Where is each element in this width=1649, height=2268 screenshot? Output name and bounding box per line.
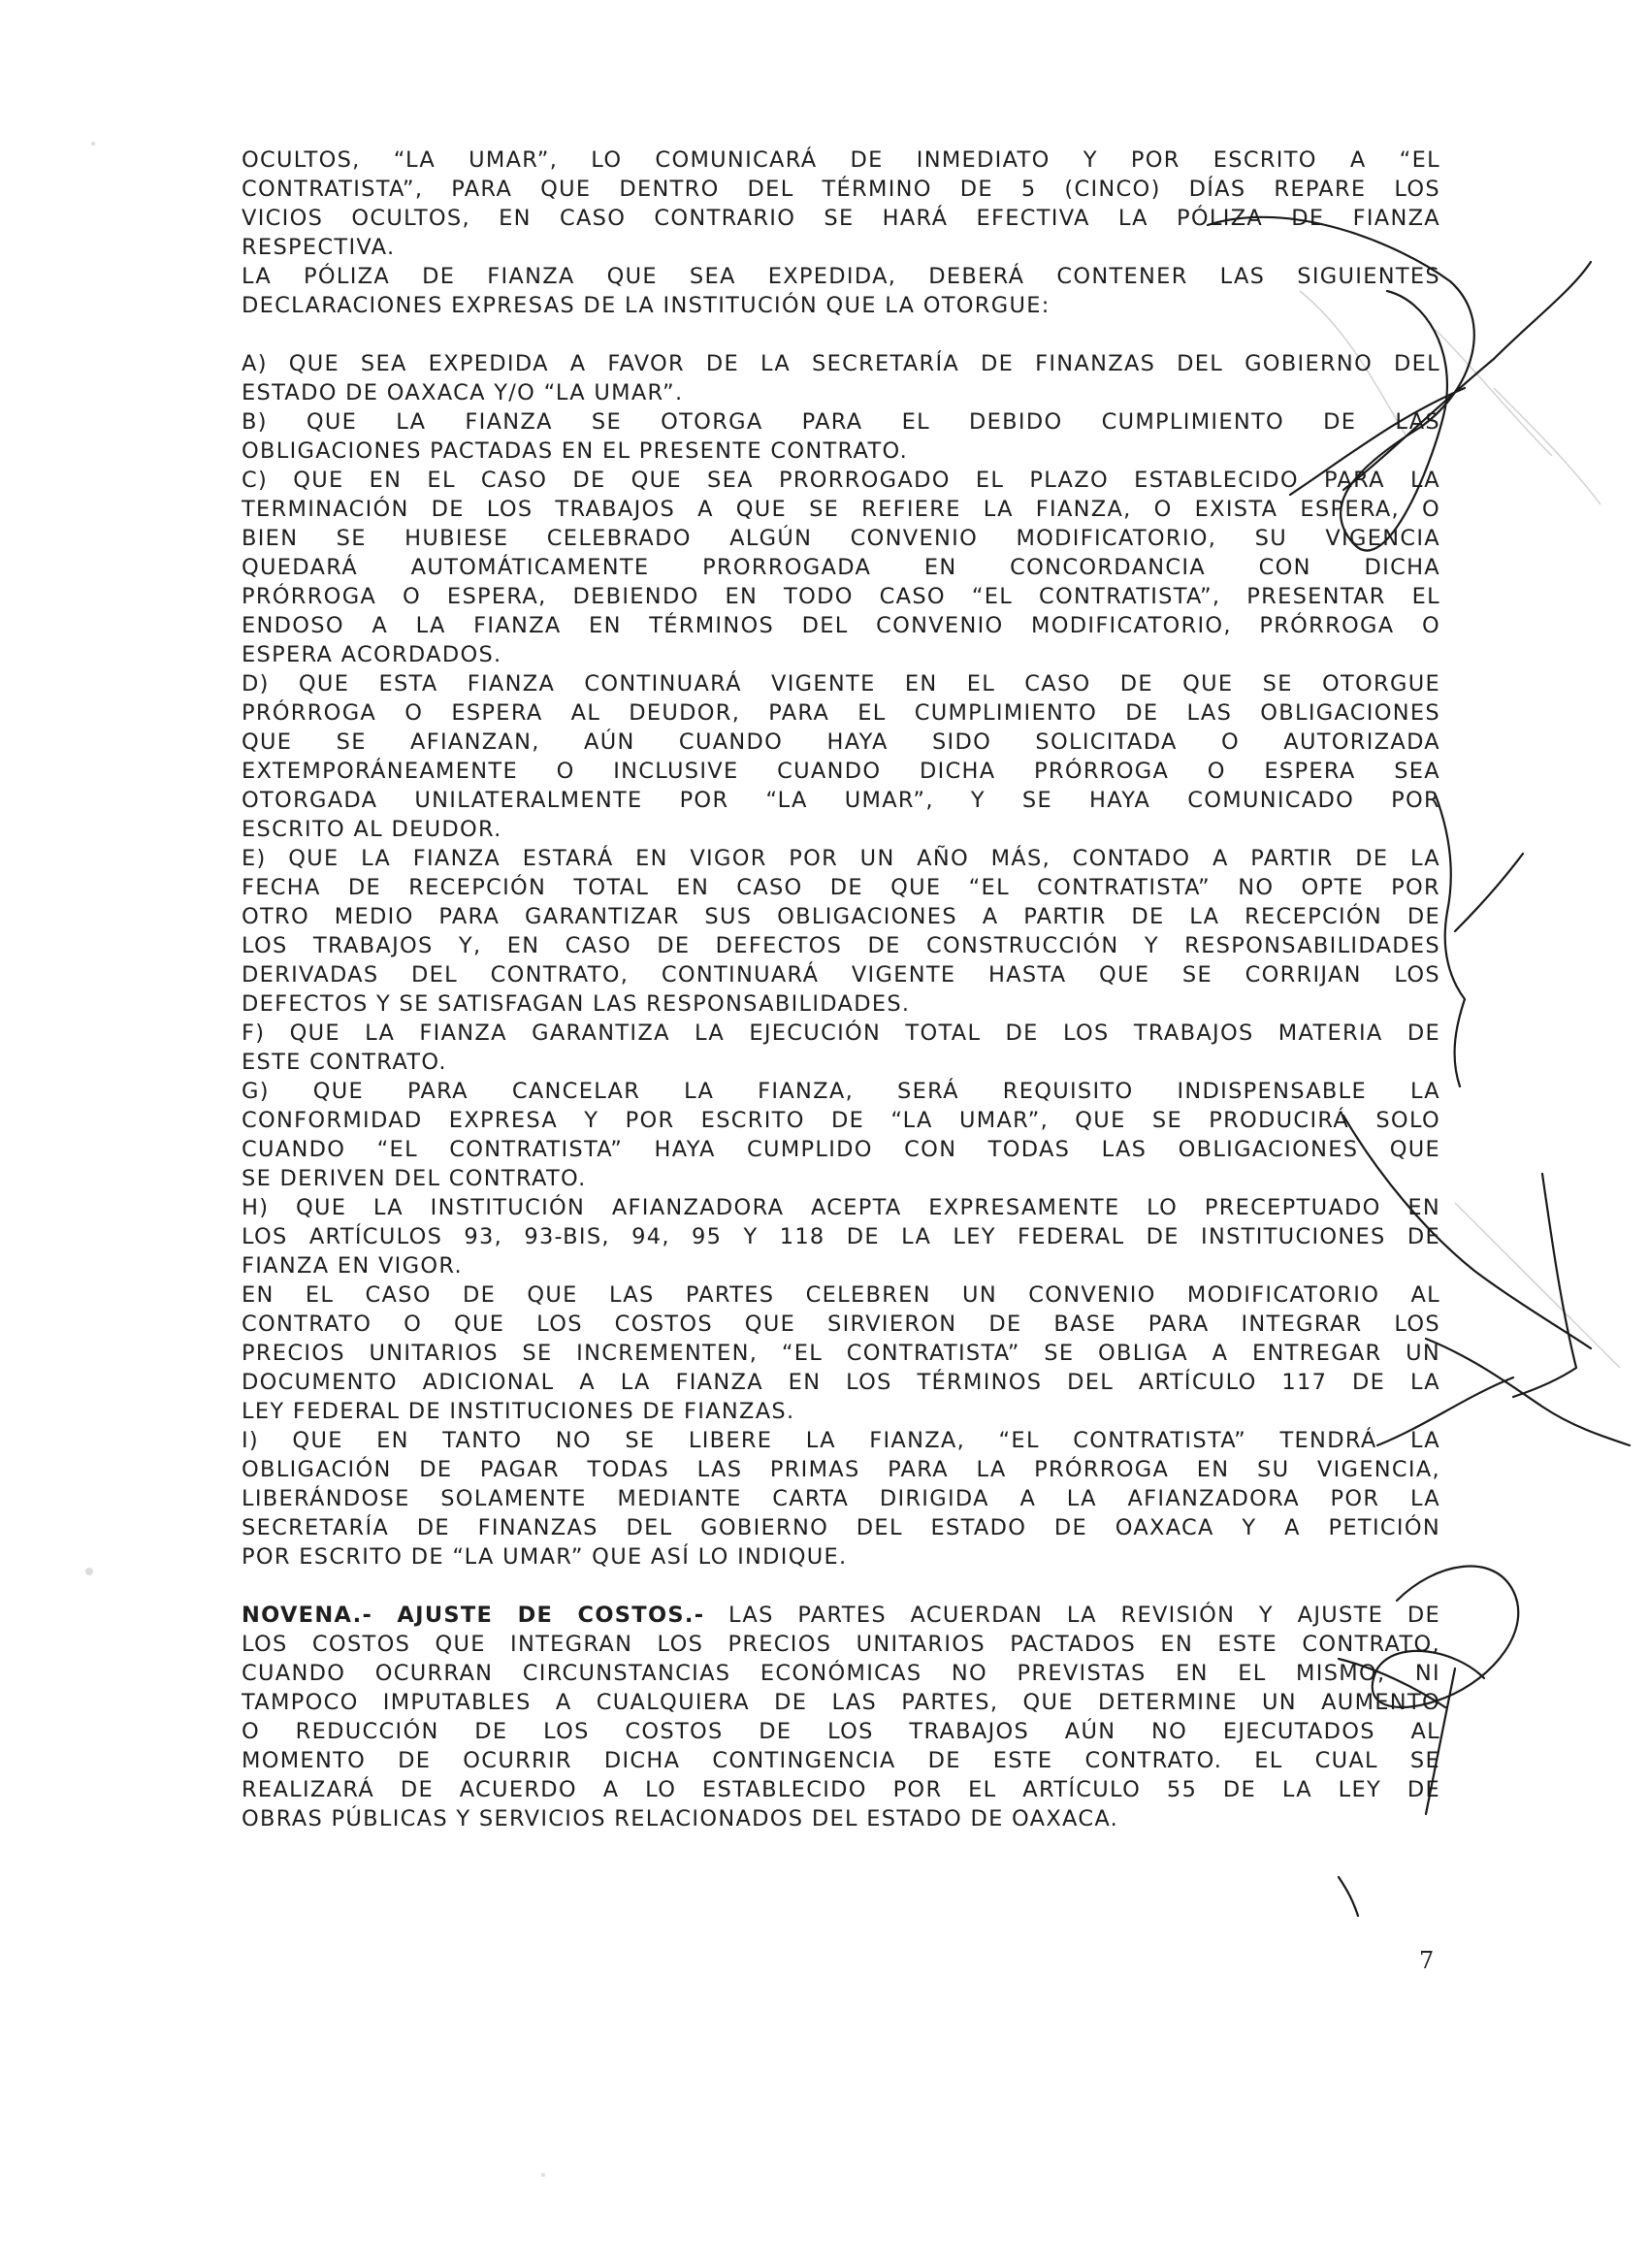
text-line: VICIOS OCULTOS, EN CASO CONTRARIO SE HARÁ EFECTIVA LA PÓLIZA DE FIANZA xyxy=(242,206,1440,231)
paragraph-p6 xyxy=(242,669,1440,844)
text-line: F) QUE LA FIANZA GARANTIZA LA EJECUCIÓN TOTAL DE LOS TRABAJOS MATERIA DE xyxy=(242,1021,1440,1046)
text-line: LOS TRABAJOS Y, EN CASO DE DEFECTOS DE CONSTRUCCIÓN Y RESPONSABILIDADES xyxy=(242,933,1440,958)
text-line: CUANDO OCURRAN CIRCUNSTANCIAS ECONÓMICAS NO PREVISTAS EN EL MISMO, NI xyxy=(242,1661,1440,1686)
text-line: DOCUMENTO ADICIONAL A LA FIANZA EN LOS TÉRMINOS DEL ARTÍCULO 117 DE LA xyxy=(242,1370,1440,1395)
text-line: CONTRATISTA”, PARA QUE DENTRO DEL TÉRMINO DE 5 (CINCO) DÍAS REPARE LOS xyxy=(242,177,1440,202)
text-line: ESPERA ACORDADOS. xyxy=(242,642,502,667)
paragraph-p11 xyxy=(242,1280,1440,1426)
text-line xyxy=(242,1601,1440,1630)
text-line: H) QUE LA INSTITUCIÓN AFIANZADORA ACEPTA EXPRESAMENTE LO PRECEPTUADO EN xyxy=(242,1195,1440,1220)
text-line: QUE SE AFIANZAN, AÚN CUANDO HAYA SIDO SOLICITADA O AUTORIZADA xyxy=(242,729,1440,755)
text-line: TERMINACIÓN DE LOS TRABAJOS A QUE SE REFIERE LA FIANZA, O EXISTA ESPERA, O xyxy=(242,497,1440,522)
paragraph-gap xyxy=(242,320,1440,349)
text-line: A) QUE SEA EXPEDIDA A FAVOR DE LA SECRETARÍA DE FINANZAS DEL GOBIERNO DEL xyxy=(242,351,1440,376)
paragraph-gap xyxy=(242,1571,1440,1601)
text-line: E) QUE LA FIANZA ESTARÁ EN VIGOR POR UN AÑO MÁS, CONTADO A PARTIR DE LA xyxy=(242,846,1440,871)
text-line: DECLARACIONES EXPRESAS DE LA INSTITUCIÓN QUE LA OTORGUE: xyxy=(242,293,1051,318)
text-line: PRECIOS UNITARIOS SE INCREMENTEN, “EL CONTRATISTA” SE OBLIGA A ENTREGAR UN xyxy=(242,1341,1440,1366)
paragraph-p7 xyxy=(242,844,1440,1019)
text-line: LA PÓLIZA DE FIANZA QUE SEA EXPEDIDA, DEBERÁ CONTENER LAS SIGUIENTES xyxy=(242,264,1440,289)
paragraph-p1 xyxy=(242,146,1440,262)
text-line: CONFORMIDAD EXPRESA Y POR ESCRITO DE “LA UMAR”, QUE SE PRODUCIRÁ SOLO xyxy=(242,1108,1440,1133)
paragraph-p12 xyxy=(242,1426,1440,1571)
text-line: G) QUE PARA CANCELAR LA FIANZA, SERÁ REQUISITO INDISPENSABLE LA xyxy=(242,1079,1440,1104)
paragraph-p2 xyxy=(242,262,1440,320)
text-line: PRÓRROGA O ESPERA, DEBIENDO EN TODO CASO “EL CONTRATISTA”, PRESENTAR EL xyxy=(242,584,1440,609)
text-line: OCULTOS, “LA UMAR”, LO COMUNICARÁ DE INMEDIATO Y POR ESCRITO A “EL xyxy=(242,147,1440,173)
text-line: FECHA DE RECEPCIÓN TOTAL EN CASO DE QUE “EL CONTRATISTA” NO OPTE POR xyxy=(242,875,1440,900)
text-line: PRÓRROGA O ESPERA AL DEUDOR, PARA EL CUMPLIMIENTO DE LAS OBLIGACIONES xyxy=(242,700,1440,726)
paragraph-p5 xyxy=(242,466,1440,669)
text-line: LOS ARTÍCULOS 93, 93-BIS, 94, 95 Y 118 DE LA LEY FEDERAL DE INSTITUCIONES DE xyxy=(242,1224,1440,1249)
paragraph-p3 xyxy=(242,349,1440,407)
text-line: OTRO MEDIO PARA GARANTIZAR SUS OBLIGACIONES A PARTIR DE LA RECEPCIÓN DE xyxy=(242,904,1440,929)
text-line: LOS COSTOS QUE INTEGRAN LOS PRECIOS UNITARIOS PACTADOS EN ESTE CONTRATO, xyxy=(242,1632,1440,1657)
text-line: DERIVADAS DEL CONTRATO, CONTINUARÁ VIGENTE HASTA QUE SE CORRIJAN LOS xyxy=(242,962,1440,988)
clause-novena xyxy=(242,1601,1440,1833)
text-line: OBRAS PÚBLICAS Y SERVICIOS RELACIONADOS DEL ESTADO DE OAXACA. xyxy=(242,1806,1119,1831)
text-line: ESTADO DE OAXACA Y/O “LA UMAR”. xyxy=(242,380,684,405)
text-line: EN EL CASO DE QUE LAS PARTES CELEBREN UN CONVENIO MODIFICATORIO AL xyxy=(242,1282,1440,1308)
text-line: RESPECTIVA. xyxy=(242,235,396,260)
text-line: POR ESCRITO DE “LA UMAR” QUE ASÍ LO INDIQUE. xyxy=(242,1544,848,1570)
text-line: O REDUCCIÓN DE LOS COSTOS DE LOS TRABAJOS AÚN NO EJECUTADOS AL xyxy=(242,1719,1440,1744)
text-line: BIEN SE HUBIESE CELEBRADO ALGÚN CONVENIO MODIFICATORIO, SU VIGENCIA xyxy=(242,526,1440,551)
text-line: C) QUE EN EL CASO DE QUE SEA PRORROGADO EL PLAZO ESTABLECIDO PARA LA xyxy=(242,468,1440,493)
text-line: EXTEMPORÁNEAMENTE O INCLUSIVE CUANDO DICHA PRÓRROGA O ESPERA SEA xyxy=(242,759,1440,784)
page-number: 7 xyxy=(1419,1947,1435,1974)
text-line: OTORGADA UNILATERALMENTE POR “LA UMAR”, Y SE HAYA COMUNICADO POR xyxy=(242,788,1440,813)
text-line: FIANZA EN VIGOR. xyxy=(242,1253,463,1279)
text-line: ENDOSO A LA FIANZA EN TÉRMINOS DEL CONVENIO MODIFICATORIO, PRÓRROGA O xyxy=(242,613,1440,638)
text-line: LIBERÁNDOSE SOLAMENTE MEDIANTE CARTA DIRIGIDA A LA AFIANZADORA POR LA xyxy=(242,1486,1440,1511)
paragraph-p10 xyxy=(242,1193,1440,1280)
text-line: MOMENTO DE OCURRIR DICHA CONTINGENCIA DE ESTE CONTRATO. EL CUAL SE xyxy=(242,1748,1440,1773)
clause-heading: NOVENA.- AJUSTE DE COSTOS.- xyxy=(242,1603,705,1628)
text-line: SECRETARÍA DE FINANZAS DEL GOBIERNO DEL ESTADO DE OAXACA Y A PETICIÓN xyxy=(242,1515,1440,1540)
paragraph-p9 xyxy=(242,1077,1440,1193)
contract-page-body xyxy=(242,146,1440,1833)
text-line: REALIZARÁ DE ACUERDO A LO ESTABLECIDO POR EL ARTÍCULO 55 DE LA LEY DE xyxy=(242,1777,1440,1802)
clause-first-line-text: LAS PARTES ACUERDAN LA REVISIÓN Y AJUSTE DE xyxy=(728,1603,1440,1628)
paragraph-p8 xyxy=(242,1019,1440,1077)
paragraph-p4 xyxy=(242,407,1440,466)
text-line: D) QUE ESTA FIANZA CONTINUARÁ VIGENTE EN EL CASO DE QUE SE OTORGUE xyxy=(242,671,1440,697)
text-line: ESCRITO AL DEUDOR. xyxy=(242,817,502,842)
text-line: I) QUE EN TANTO NO SE LIBERE LA FIANZA, “EL CONTRATISTA” TENDRÁ LA xyxy=(242,1428,1440,1453)
text-line: OBLIGACIONES PACTADAS EN EL PRESENTE CONTRATO. xyxy=(242,438,909,464)
text-line: CONTRATO O QUE LOS COSTOS QUE SIRVIERON DE BASE PARA INTEGRAR LOS xyxy=(242,1312,1440,1337)
text-line: DEFECTOS Y SE SATISFAGAN LAS RESPONSABILIDADES. xyxy=(242,991,911,1017)
text-line: SE DERIVEN DEL CONTRATO. xyxy=(242,1166,587,1191)
text-line: QUEDARÁ AUTOMÁTICAMENTE PRORROGADA EN CONCORDANCIA CON DICHA xyxy=(242,555,1440,580)
text-line: OBLIGACIÓN DE PAGAR TODAS LAS PRIMAS PARA LA PRÓRROGA EN SU VIGENCIA, xyxy=(242,1457,1440,1482)
text-line: LEY FEDERAL DE INSTITUCIONES DE FIANZAS. xyxy=(242,1399,795,1424)
text-line: ESTE CONTRATO. xyxy=(242,1050,447,1075)
text-line: CUANDO “EL CONTRATISTA” HAYA CUMPLIDO CON TODAS LAS OBLIGACIONES QUE xyxy=(242,1137,1440,1162)
text-line: B) QUE LA FIANZA SE OTORGA PARA EL DEBIDO CUMPLIMIENTO DE LAS xyxy=(242,409,1440,435)
text-line: TAMPOCO IMPUTABLES A CUALQUIERA DE LAS PARTES, QUE DETERMINE UN AUMENTO xyxy=(242,1690,1440,1715)
